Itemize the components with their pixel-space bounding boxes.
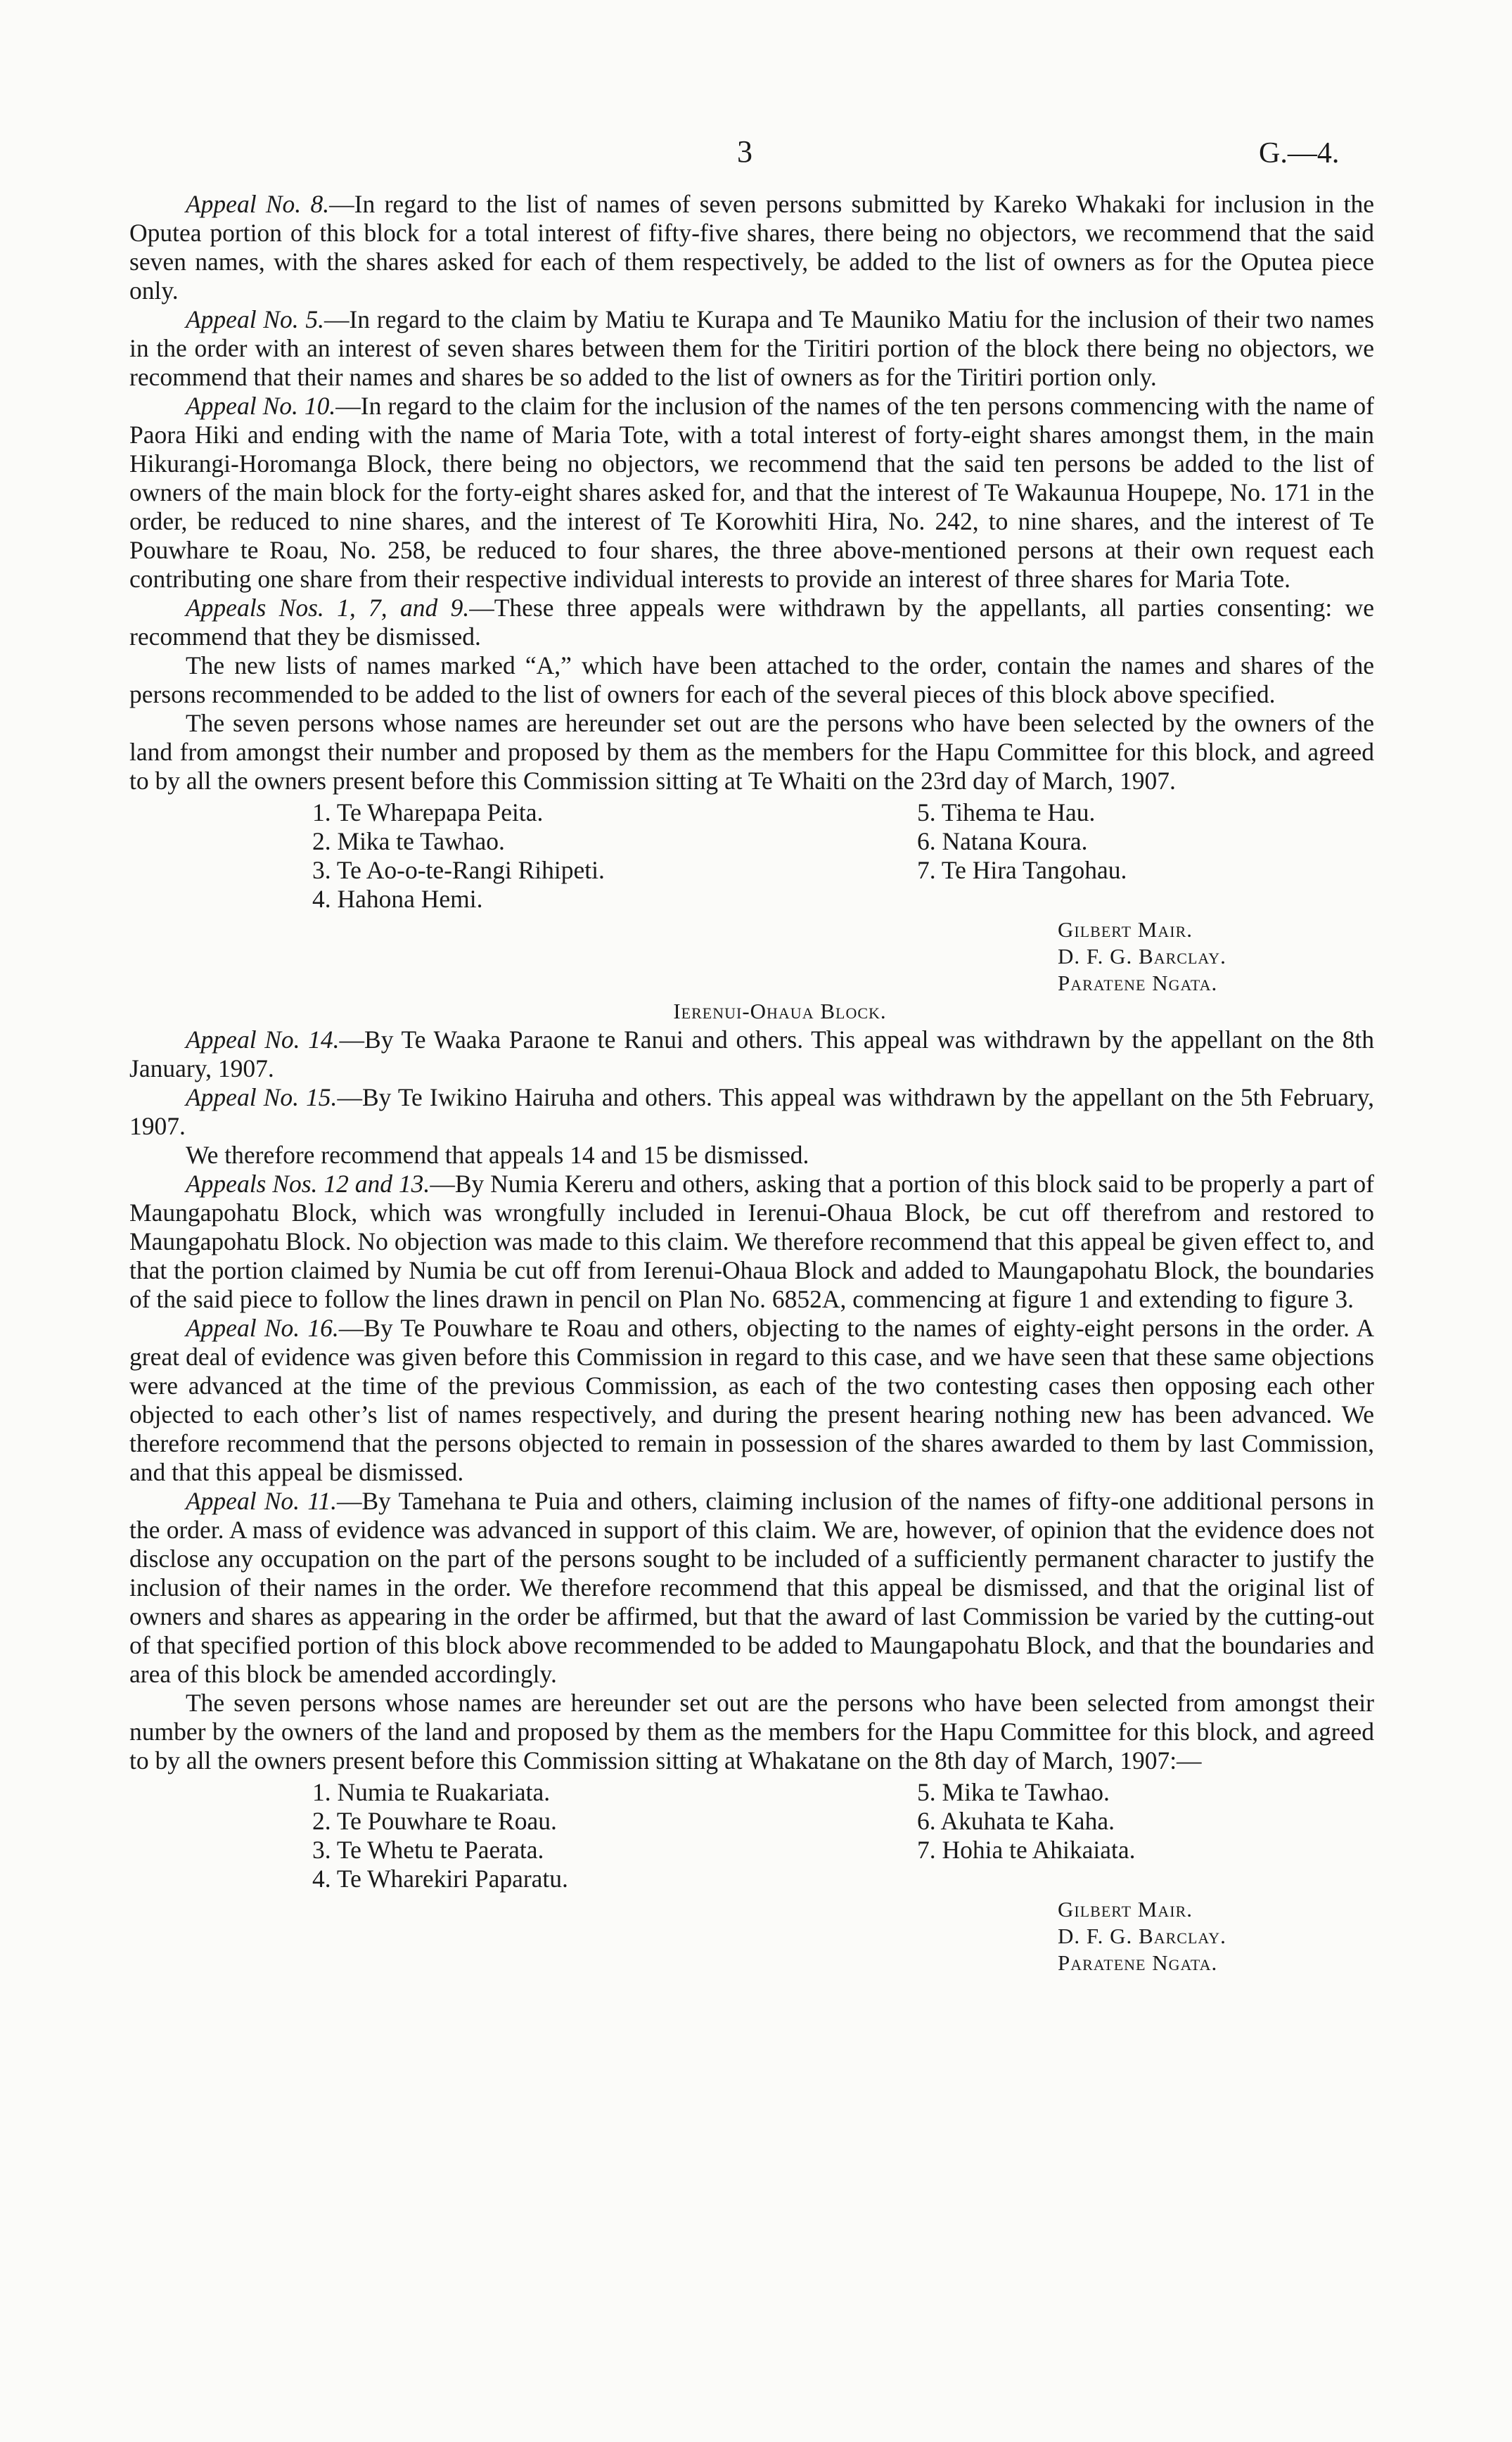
paragraph-text: —In regard to the list of names of seven persons submitted by Kareko Whakaki for inclusion in the Oputea portion of this block for a total interest of fifty-five shares, there being no objectors, we recommend that the said seven names, with the shares asked for each of them respectively, be added to the list of owners as for the Oputea piece only.: [129, 190, 1374, 305]
paragraph-text: —By Numia Kereru and others, asking that a portion of this block said to be properly a part of Maungapohatu Block, which was wrongfully included in Ierenui-Ohaua Block, be cut off therefrom and restored to Maungapohatu Block. No objection was made to this claim. We therefore recommend that this appeal be given effect to, and that the portion claimed by Numia be cut off from Ierenui-Ohaua Block and added to Maungapohatu Block, the boundaries of the said piece to follow the lines drawn in pencil on Plan No. 6852A, commencing at figure 1 and extending to figure 3.: [129, 1170, 1374, 1313]
committee-member: 5. Tihema te Hau.: [917, 798, 1096, 826]
paragraph-text: The seven persons whose names are hereunder set out are the persons who have been selected from amongst their number by the owners of the land and proposed by them as the members for the Hapu Committee for this block, and agreed to by all the owners present before this Commission sitting at Whakatane on the 8th day of March, 1907:—: [129, 1689, 1374, 1775]
signature-block: [1058, 916, 1374, 997]
committee-list: [312, 1778, 1374, 1893]
paragraph-text: The seven persons whose names are hereunder set out are the persons who have been selected by the owners of the land from amongst their number and proposed by them as the members for the Hapu Committee for this block, and agreed to by all the owners present before this Commission sitting at Te Whaiti on the 23rd day of March, 1907.: [129, 709, 1374, 795]
paragraph: [129, 1689, 1374, 1775]
paragraph-text: —These three appeals were withdrawn by the appellants, all parties consenting: we recommend that they be dismissed.: [129, 594, 1374, 651]
appeal-label: Appeal No. 10.: [186, 392, 336, 420]
paragraph-text: We therefore recommend that appeals 14 and 15 be dismissed.: [186, 1141, 809, 1169]
committee-member: 4. Te Wharekiri Paparatu.: [312, 1865, 568, 1893]
section-heading: Ierenui-Ohaua Block.: [673, 999, 887, 1023]
paragraph: [129, 190, 1374, 305]
committee-member: 6. Akuhata te Kaha.: [917, 1807, 1115, 1835]
signatory: D. F. G. Barclay.: [1058, 944, 1226, 969]
paragraph: [129, 1487, 1374, 1689]
committee-member: 4. Hahona Hemi.: [312, 885, 483, 913]
paragraph: [129, 709, 1374, 795]
signatory: Paratene Ngata.: [1058, 971, 1218, 995]
paragraph: [129, 594, 1374, 651]
committee-member: 2. Mika te Tawhao.: [312, 827, 505, 855]
document-body: [129, 190, 1374, 1976]
committee-member: 3. Te Ao-o-te-Rangi Rihipeti.: [312, 856, 605, 884]
paragraph-text: —In regard to the claim by Matiu te Kurapa and Te Mauniko Matiu for the inclusion of their two names in the order with an interest of seven shares between them for the Tiritiri portion of the block there being no objectors, we recommend that their names and shares be so added to the list of owners as for the Tiritiri portion only.: [129, 305, 1374, 391]
appeal-label: Appeal No. 14.: [186, 1025, 340, 1054]
appeal-label: Appeal No. 8.: [186, 190, 330, 218]
paragraph: [129, 305, 1374, 392]
appeal-label: Appeal No. 16.: [186, 1314, 339, 1342]
paragraph: [129, 1025, 1374, 1083]
appeal-label: Appeal No. 5.: [186, 305, 324, 333]
paragraph-text: The new lists of names marked “A,” which have been attached to the order, contain the names and shares of the persons recommended to be added to the list of owners for each of the several pieces of this block above specified.: [129, 651, 1374, 708]
appeal-label: Appeal No. 15.: [186, 1083, 338, 1111]
committee-member: 1. Numia te Ruakariata.: [312, 1778, 551, 1806]
paragraph: [129, 1141, 1374, 1170]
paragraph-text: —In regard to the claim for the inclusion of the names of the ten persons commencing with the name of Paora Hiki and ending with the name of Maria Tote, with a total interest of forty-eight shares amongst them, in the main Hikurangi-Horomanga Block, there being no objectors, we recommend that the said ten persons be added to the list of owners of the main block for the forty-eight shares asked for, and that the interest of Te Wakaunua Houpepe, No. 171 in the order, be reduced to nine shares, and the interest of Te Korowhiti Hira, No. 242, to nine shares, and the interest of Te Pouwhare te Roau, No. 258, be reduced to four shares, the three above-mentioned persons at their own request each contributing one share from their respective individual interests to provide an interest of three shares for Maria Tote.: [129, 392, 1374, 593]
paragraph: [129, 1170, 1374, 1314]
paragraph: [129, 392, 1374, 594]
committee-list: [312, 798, 1374, 914]
appeal-label: Appeal No. 11.: [186, 1487, 337, 1515]
paragraph: [129, 1083, 1374, 1141]
paragraph-text: —By Te Pouwhare te Roau and others, objecting to the names of eighty-eight persons in the order. A great deal of evidence was given before this Commission in regard to this case, and we have seen that these same objections were advanced at the time of the previous Commission, as each of the two contesting cases then opposing each other objected to each other’s list of names respectively, and during the present hearing nothing new has been advanced. We therefore recommend that the persons objected to remain in possession of the shares awarded to them by last Commission, and that this appeal be dismissed.: [129, 1314, 1375, 1486]
signatory: Gilbert Mair.: [1058, 917, 1193, 942]
appeal-label: Appeals Nos. 1, 7, and 9.: [186, 594, 470, 622]
committee-member: 7. Te Hira Tangohau.: [917, 856, 1127, 884]
committee-member: 3. Te Whetu te Paerata.: [312, 1836, 544, 1864]
committee-member: 6. Natana Koura.: [917, 827, 1088, 855]
page-number: 3: [737, 134, 752, 169]
committee-member: 5. Mika te Tawhao.: [917, 1778, 1110, 1806]
paragraph-text: —By Te Waaka Paraone te Ranui and others. This appeal was withdrawn by the appellant on the 8th January, 1907.: [129, 1025, 1374, 1082]
committee-member: 2. Te Pouwhare te Roau.: [312, 1807, 557, 1835]
signatory: Gilbert Mair.: [1058, 1897, 1193, 1922]
paragraph: [129, 1314, 1374, 1487]
appeal-label: Appeals Nos. 12 and 13.: [186, 1170, 430, 1198]
paragraph-text: —By Te Iwikino Hairuha and others. This appeal was withdrawn by the appellant on the 5th February, 1907.: [129, 1083, 1375, 1140]
document-reference: G.—4.: [1259, 137, 1340, 170]
signature-block: [1058, 1896, 1374, 1976]
signatory: D. F. G. Barclay.: [1058, 1924, 1226, 1948]
paragraph: [129, 651, 1374, 709]
committee-member: 7. Hohia te Ahikaiata.: [917, 1836, 1136, 1864]
signatory: Paratene Ngata.: [1058, 1950, 1218, 1975]
committee-member: 1. Te Wharepapa Peita.: [312, 798, 544, 826]
paragraph-text: —By Tamehana te Puia and others, claiming inclusion of the names of fifty-one additional persons in the order. A mass of evidence was advanced in support of this claim. We are, however, of opinion that the evidence does not disclose any occupation on the part of the persons sought to be included of a sufficiently permanent character to justify the inclusion of their names in the order. We therefore recommend that this appeal be dismissed, and that the original list of owners and shares as appearing in the order be affirmed, but that the award of last Commission be varied by the cutting-out of that specified portion of this block above recommended to be added to Maungapohatu Block, and that the boundaries and area of this block be amended accordingly.: [129, 1487, 1374, 1688]
